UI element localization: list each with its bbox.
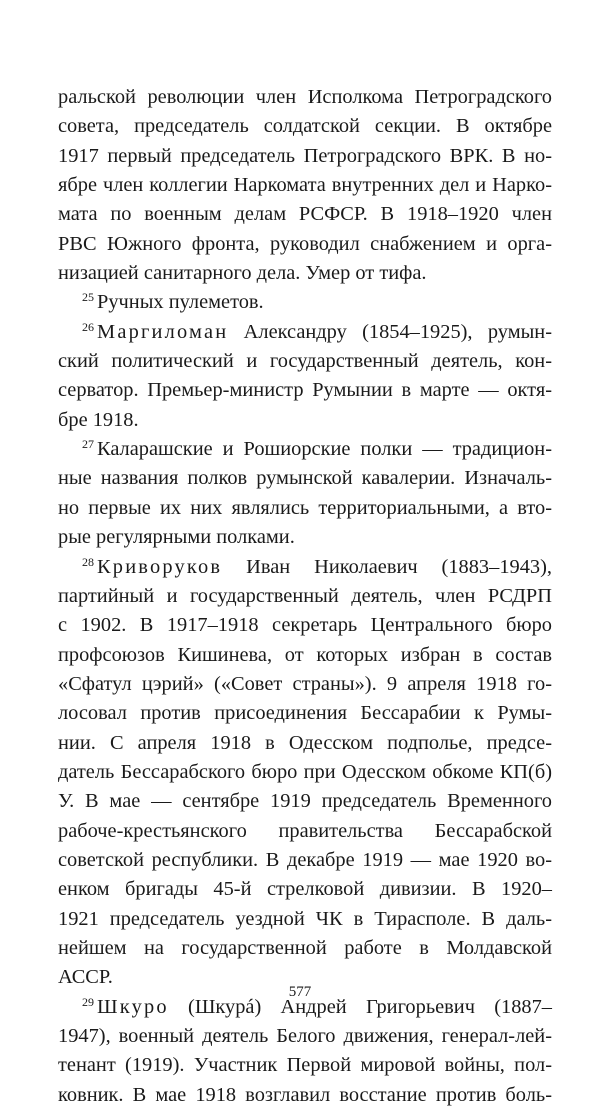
text-line: ные названия полков румынской кавалерии. Изначаль- xyxy=(58,467,552,490)
text-line: АССР. xyxy=(58,966,113,989)
text-line: У. В мае — сентябре 1919 председатель Временного xyxy=(58,790,552,813)
note-text: Ручных пулеметов. xyxy=(97,291,264,314)
page-text xyxy=(58,83,552,1110)
text-line: профсоюзов Кишинева, от которых избран в состав xyxy=(58,643,552,666)
text-line: ковник. В мае 1918 возглавил восстание против боль- xyxy=(58,1083,552,1106)
text-line: 1921 председатель уездной ЧК в Тирасполе. В даль- xyxy=(58,907,552,930)
footnote-26 xyxy=(58,318,552,435)
text-line: мата по военным делам РСФСР. В 1918–1920 член xyxy=(58,203,552,226)
text-line: нейшем на государственной работе в Молдавской xyxy=(58,936,552,959)
text-line: нии. С апреля 1918 в Одесском подполье, предсе- xyxy=(58,731,552,754)
text-line: бре 1918. xyxy=(58,408,139,431)
person-name: Криворуков xyxy=(97,555,223,578)
note-number: 28 xyxy=(82,554,94,569)
text-line: совета, председатель солдатской секции. В октябре xyxy=(58,115,552,138)
text-line xyxy=(58,288,552,317)
text-line: енком бригады 45-й стрелковой дивизии. В 1920– xyxy=(58,878,552,901)
text-line xyxy=(58,435,552,464)
page-number: 577 xyxy=(288,984,312,1000)
note-number: 26 xyxy=(82,319,94,334)
text-line: ральской революции член Исполкома Петроградского xyxy=(58,86,552,108)
text-line: «Сфатул цэрий» («Совет страны»). 9 апреля 1918 го- xyxy=(58,672,552,695)
text-line: 1917 первый председатель Петроградского ВРК. В но- xyxy=(58,144,552,167)
footnote-28 xyxy=(58,553,552,993)
text-line: РВС Южного фронта, руководил снабжением и орга- xyxy=(58,232,552,255)
text-line: серватор. Премьер-министр Румынии в марте — октя- xyxy=(58,379,552,402)
continuation-paragraph xyxy=(58,83,552,288)
text-line: ский политический и государственный деятель, кон- xyxy=(58,350,552,373)
text-line: с 1902. В 1917–1918 секретарь Центрального бюро xyxy=(58,614,552,637)
text-line: рые регулярными полками. xyxy=(58,526,295,549)
note-text: (Шкурá) Андрей Григорьевич (1887– xyxy=(168,995,552,1018)
text-line: рабоче-крестьянского правительства Бессарабской xyxy=(58,819,552,842)
note-text: Александру (1854–1925), румын- xyxy=(228,320,552,343)
note-text: Каларашские и Рошиорские полки — традицион- xyxy=(97,438,552,461)
note-text: Иван Николаевич (1883–1943), xyxy=(222,555,552,578)
note-number: 29 xyxy=(82,994,94,1009)
text-line: советской республики. В декабре 1919 — мае 1920 во- xyxy=(58,848,552,871)
footnote-27 xyxy=(58,435,552,552)
note-number: 25 xyxy=(82,290,94,305)
text-line: партийный и государственный деятель, член РСДРП xyxy=(58,584,552,607)
text-line xyxy=(58,318,552,347)
note-number: 27 xyxy=(82,437,94,452)
footnote-29 xyxy=(58,993,552,1110)
text-line: лосовал против присоединения Бессарабии к Румы- xyxy=(58,702,552,725)
text-line: 1947), военный деятель Белого движения, генерал-лей- xyxy=(58,1025,552,1047)
text-line: ябре член коллегии Наркомата внутренних дел и Нарко- xyxy=(58,174,552,197)
person-name: Маргиломан xyxy=(97,320,229,343)
person-name: Шкуро xyxy=(97,995,169,1018)
text-line: но первые их них являлись территориальными, а вто- xyxy=(58,496,552,519)
text-line: тенант (1919). Участник Первой мировой войны, пол- xyxy=(58,1054,552,1077)
text-line: низацией санитарного дела. Умер от тифа. xyxy=(58,262,427,285)
text-line: датель Бессарабского бюро при Одесском обкоме КП(б) xyxy=(58,760,552,783)
footnote-25 xyxy=(58,288,552,317)
text-line xyxy=(58,553,552,582)
